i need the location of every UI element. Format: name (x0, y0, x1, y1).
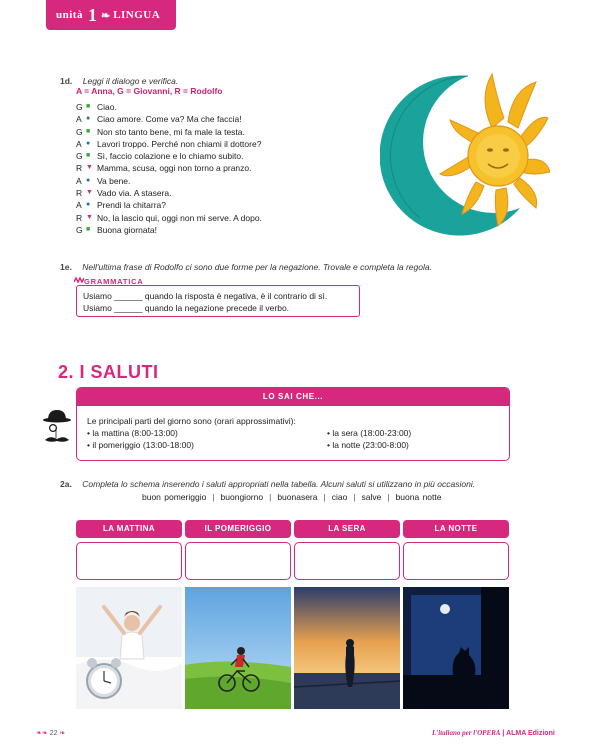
grammatica-rule-2: Usiamo ______ quando la negazione precede il verbo. (83, 303, 290, 313)
dialog-text: Non sto tanto bene, mi fa male la testa. (97, 126, 245, 137)
dialog-line (76, 212, 262, 224)
speaker-initial: R (76, 163, 83, 174)
lo-sai-che-intro: Le principali parti del giorno sono (orari approssimativi): (87, 416, 296, 426)
answer-box-sera[interactable] (294, 542, 400, 580)
evening-photo (294, 587, 400, 709)
roles-legend: A = Anna, G = Giovanni, R = Rodolfo (76, 86, 223, 96)
dialog-text: Ciao. (97, 102, 117, 112)
bowler-hat-mustache-icon (42, 408, 72, 448)
exercise-number: 1e. (60, 262, 72, 272)
fleur-icon: ❧ (59, 730, 66, 737)
dialog-text: Lavori troppo. Perché non chiami il dottore? (97, 138, 262, 149)
speaker-marker-icon: ● (86, 139, 91, 147)
greeting-word: buonasera (277, 492, 318, 502)
speaker-marker-icon: ■ (86, 225, 91, 233)
dialog-text: No, la lascio qui, oggi non mi serve. A dopo. (97, 212, 262, 223)
grammatica-box (76, 285, 360, 317)
day-part-item: • la notte (23:00-8:00) (327, 440, 409, 450)
dialog-text: Vado via. A stasera. (97, 188, 172, 199)
greeting-word: buon pomeriggio (142, 492, 207, 502)
day-part-item: • la mattina (8:00-13:00) (87, 428, 178, 438)
unit-header-tab (46, 0, 176, 30)
dialog-text: Mamma, scusa, oggi non torno a pranzo. (97, 163, 252, 174)
separator: | (323, 492, 326, 502)
greeting-word: buona notte (395, 492, 442, 502)
separator: | (212, 492, 215, 502)
exercise-instruction: Nell'ultima frase di Rodolfo ci sono due forme per la negazione. Trovale e completa la regola. (82, 262, 432, 272)
grammatica-title: GRAMMATICA (84, 277, 144, 286)
lo-sai-che-title: LO SAI CHE... (77, 388, 509, 406)
dialog-text: Sì, faccio colazione e lo chiamo subito. (97, 151, 244, 162)
fleur-icon: ❧❧ (36, 730, 48, 737)
grammatica-rule-1: Usiamo ______ quando la risposta è negativa, è il contrario di sì. (83, 291, 328, 301)
column-header-sera: LA SERA (294, 520, 400, 538)
dialog-line (76, 101, 262, 113)
speaker-initial: A (76, 138, 82, 149)
dialog-line (76, 175, 262, 187)
unit-number: 1 (87, 4, 97, 25)
day-part-item: • la sera (18:00-23:00) (327, 428, 412, 438)
day-part-item: • il pomeriggio (13:00-18:00) (87, 440, 194, 450)
speaker-marker-icon: ■ (86, 127, 91, 135)
dialog-text: Ciao amore. Come va? Ma che faccia! (97, 114, 242, 125)
greeting-word: buongiorno (220, 492, 264, 502)
separator: | (387, 492, 390, 502)
zigzag-icon (74, 276, 84, 284)
exercise-number: 2a. (60, 479, 72, 489)
night-photo (403, 587, 509, 709)
exercise-1e-heading (60, 257, 432, 275)
book-footer: L'italiano per l'OPERA | ALMA Edizioni (432, 729, 555, 737)
separator: | (353, 492, 356, 502)
speaker-marker-icon: ● (86, 115, 91, 123)
greetings-word-bank (142, 492, 441, 502)
column-header-notte: LA NOTTE (403, 520, 509, 538)
speaker-marker-icon: ▼ (86, 213, 93, 221)
dialog-text: Prendi la chitarra? (97, 200, 166, 211)
exercise-2a-heading (60, 474, 475, 492)
dialog-line (76, 126, 262, 138)
sun-moon-illustration (380, 68, 550, 238)
dialog-line (76, 138, 262, 150)
section-title: 2. I SALUTI (58, 362, 159, 382)
fleur-icon: ❧ (100, 9, 111, 22)
speaker-marker-icon: ■ (86, 103, 91, 110)
speaker-initial: G (76, 126, 83, 137)
speaker-initial: A (76, 200, 82, 211)
page-number-footer (36, 729, 65, 737)
lo-sai-che-box (76, 387, 510, 461)
dialog-text: Buona giornata! (97, 224, 158, 235)
dialog-line (76, 199, 262, 211)
unit-word: unità (56, 9, 83, 21)
answer-box-pomeriggio[interactable] (185, 542, 291, 580)
dialog (76, 101, 262, 236)
speaker-initial: A (76, 175, 82, 186)
speaker-initial: R (76, 188, 83, 199)
dialog-line (76, 150, 262, 162)
speaker-initial: G (76, 224, 83, 235)
exercise-number: 1d. (60, 76, 73, 86)
dialog-line (76, 113, 262, 125)
dialog-line (76, 187, 262, 199)
greeting-word: salve (361, 492, 382, 502)
publisher: ALMA Edizioni (506, 730, 555, 737)
page-number: 22 (49, 730, 58, 737)
speaker-initial: R (76, 212, 83, 223)
dialog-line (76, 224, 262, 236)
answer-box-notte[interactable] (403, 542, 509, 580)
separator: | (269, 492, 272, 502)
morning-photo (76, 587, 182, 709)
exercise-instruction: Leggi il dialogo e verifica. (82, 76, 179, 86)
dialog-line (76, 162, 262, 174)
answer-box-mattina[interactable] (76, 542, 182, 580)
greeting-word: ciao (331, 492, 348, 502)
speaker-marker-icon: ▼ (86, 189, 93, 197)
speaker-marker-icon: ● (86, 176, 91, 184)
speaker-initial: A (76, 114, 82, 125)
speaker-marker-icon: ■ (86, 152, 91, 160)
column-header-pomeriggio: IL POMERIGGIO (185, 520, 291, 538)
unit-section: LINGUA (113, 9, 161, 21)
exercise-instruction: Completa lo schema inserendo i saluti appropriati nella tabella. Alcuni saluti si utilizzano in più occasioni. (82, 479, 476, 489)
book-title: L'italiano per l'OPERA (432, 729, 501, 737)
speaker-initial: G (76, 151, 83, 162)
speaker-initial: G (76, 102, 83, 112)
speaker-marker-icon: ● (86, 201, 91, 209)
afternoon-photo (185, 587, 291, 709)
column-header-mattina: LA MATTINA (76, 520, 182, 538)
speaker-marker-icon: ▼ (86, 164, 93, 172)
dialog-text: Va bene. (97, 175, 131, 186)
